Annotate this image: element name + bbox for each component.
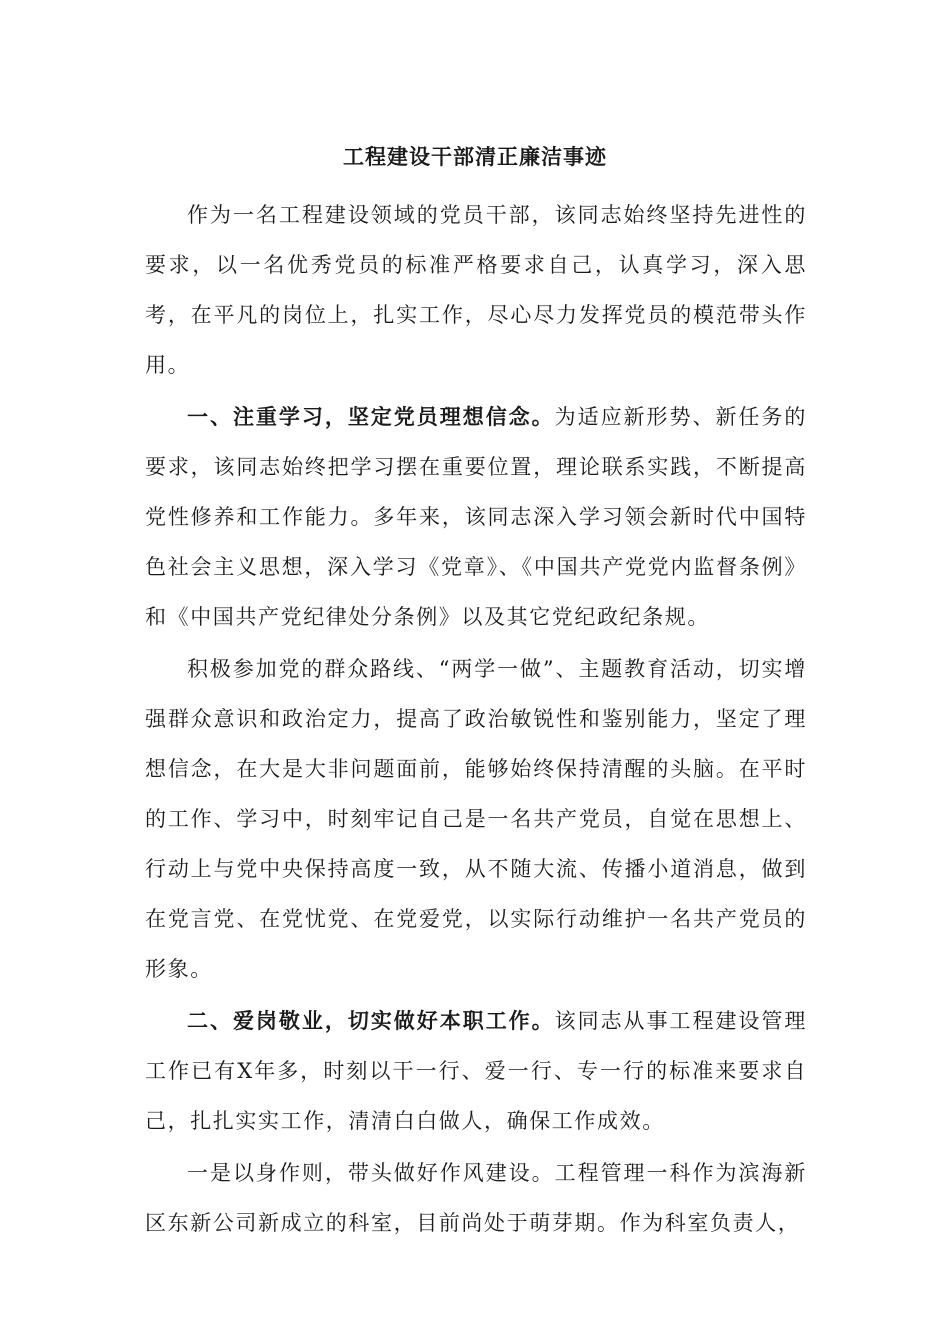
paragraph-section-two — [145, 996, 807, 1146]
paragraph-text: 作为一名工程建设领域的党员干部，该同志始终坚持先进性的要求，以一名优秀党员的标准严格要求自己，认真学习，深入思考，在平凡的岗位上，扎实工作，尽心尽力发挥党员的模范带头作用。 — [145, 203, 807, 377]
paragraph-text: 为适应新形势、新任务的要求，该同志始终把学习摆在重要位置，理论联系实践，不断提高党性修养和工作能力。多年来，该同志深入学习领会新时代中国特色社会主义思想，深入学习《党章》、《中国共产党党内监督条例》和《中国共产党纪律处分条例》以及其它党纪政纪条规。 — [145, 405, 807, 629]
section-heading: 二、爱岗敬业，切实做好本职工作。 — [187, 1008, 555, 1033]
document-body — [145, 190, 807, 1248]
paragraph-intro — [145, 190, 807, 390]
paragraph-text: 积极参加党的群众路线、“两学一做”、主题教育活动，切实增强群众意识和政治定力，提高了政治敏锐性和鉴别能力，坚定了理想信念，在大是大非问题面前，能够始终保持清醒的头脑。在平时的工作、学习中，时刻牢记自己是一名共产党员，自觉在思想上、行动上与党中央保持高度一致，从不随大流、传播小道消息，做到在党言党、在党忧党、在党爱党，以实际行动维护一名共产党员的形象。 — [145, 657, 807, 981]
paragraph-text: 一是以身作则，带头做好作风建设。工程管理一科作为滨海新区东新公司新成立的科室，目前尚处于萌芽期。作为科室负责人， — [145, 1161, 807, 1235]
paragraph-text: 该同志从事工程建设管理工作已有X年多，时刻以干一行、爱一行、专一行的标准来要求自己，扎扎实实工作，清清白白做人，确保工作成效。 — [145, 1009, 807, 1133]
document-title: 工程建设干部清正廉洁事迹 — [343, 144, 607, 169]
section-heading: 一、注重学习，坚定党员理想信念。 — [187, 404, 555, 429]
paragraph-example-one — [145, 1148, 807, 1248]
paragraph-section-one — [145, 392, 807, 642]
paragraph-activities — [145, 644, 807, 994]
